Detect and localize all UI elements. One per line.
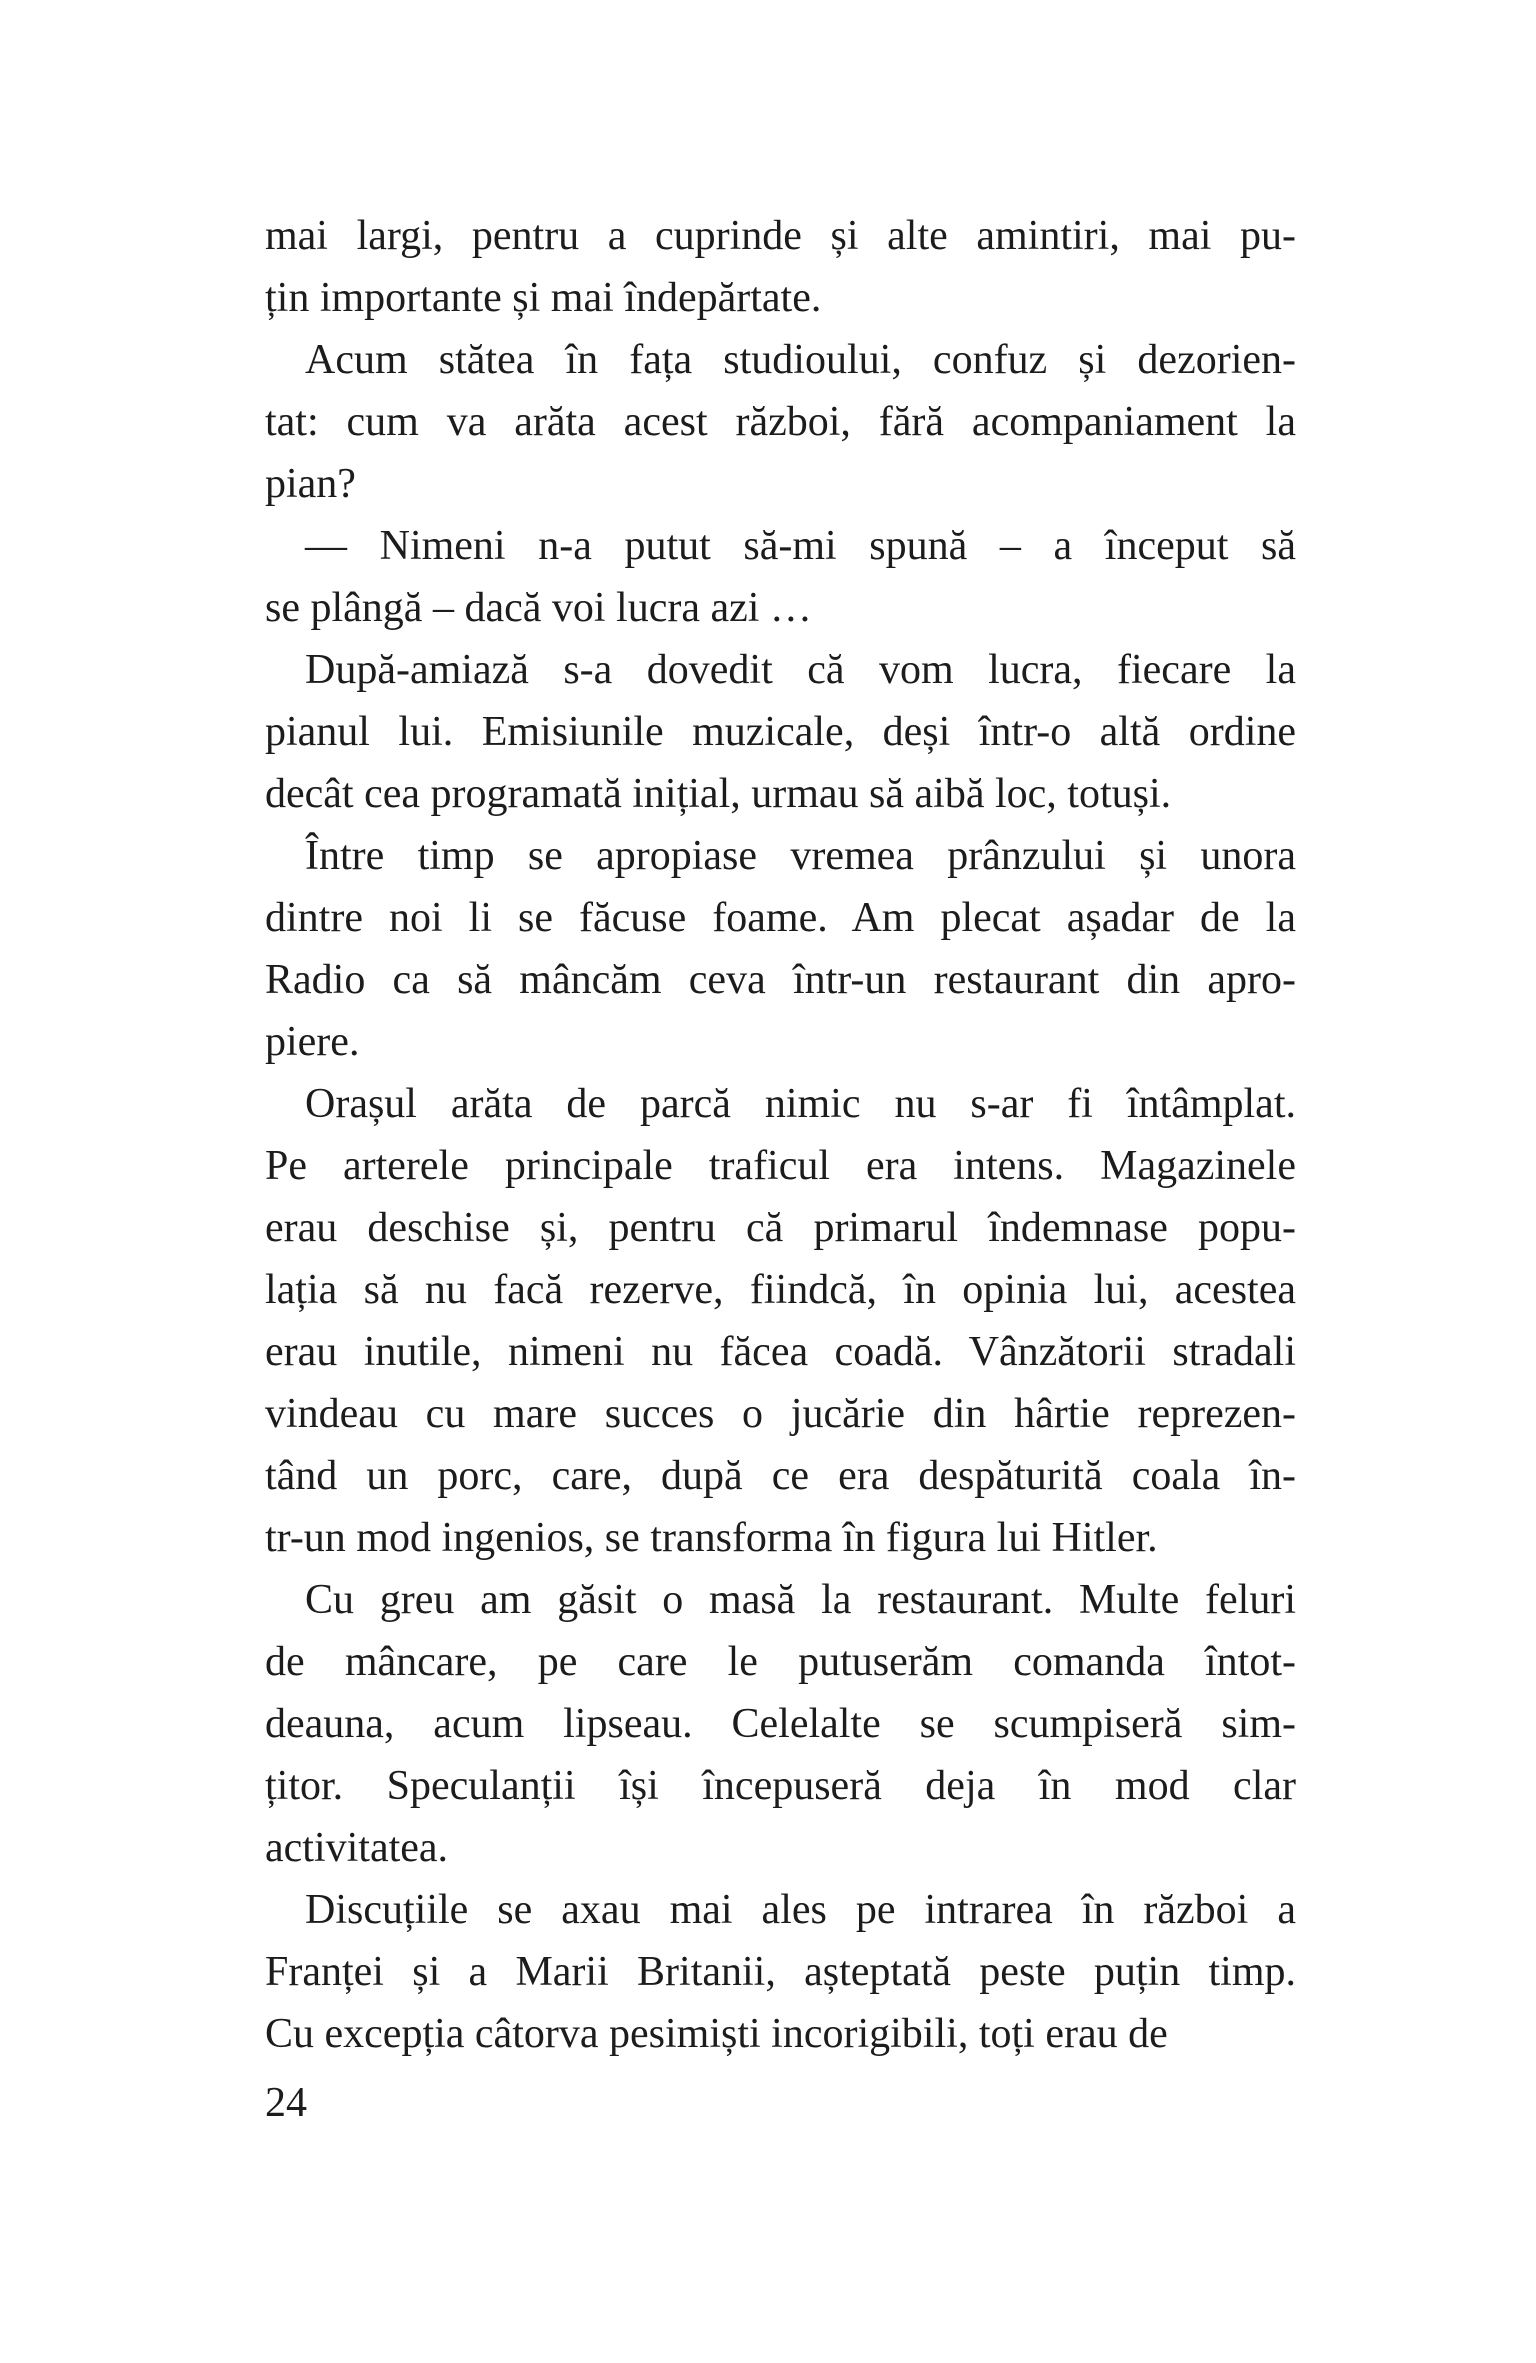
text-line: țitor. Speculanții își începuseră deja în mod clar	[265, 1763, 1296, 1809]
text-line: pianul lui. Emisiunile muzicale, deși într-o altă ordine	[265, 709, 1296, 755]
text-line: — Nimeni n-a putut să-mi spună – a început să	[305, 523, 1296, 569]
text-line: decât cea programată inițial, urmau să aibă loc, totuși.	[265, 771, 1172, 817]
text-line: activitatea.	[265, 1825, 449, 1871]
page-number: 24	[265, 2080, 307, 2126]
text-line: tat: cum va arăta acest război, fără acompaniament la	[265, 399, 1296, 445]
text-line: După-amiază s-a dovedit că vom lucra, fiecare la	[305, 647, 1296, 693]
text-line: Acum stătea în fața studioului, confuz și dezorien-	[305, 337, 1296, 383]
text-line: piere.	[265, 1019, 360, 1065]
text-line: tr-un mod ingenios, se transforma în figura lui Hitler.	[265, 1515, 1158, 1561]
text-line: erau deschise și, pentru că primarul îndemnase popu-	[265, 1205, 1296, 1251]
text-line: dintre noi li se făcuse foame. Am plecat așadar de la	[265, 895, 1296, 941]
text-line: lația să nu facă rezerve, fiindcă, în opinia lui, acestea	[265, 1267, 1296, 1313]
text-line: Cu excepția câtorva pesimiști incorigibili, toți erau de	[265, 2011, 1168, 2057]
text-line: erau inutile, nimeni nu făcea coadă. Vânzătorii stradali	[265, 1329, 1296, 1375]
text-line: pian?	[265, 461, 356, 507]
text-line: Discuțiile se axau mai ales pe intrarea în război a	[305, 1887, 1296, 1933]
text-line: se plângă – dacă voi lucra azi …	[265, 585, 812, 631]
text-line: vindeau cu mare succes o jucărie din hârtie reprezen-	[265, 1391, 1296, 1437]
text-line: Cu greu am găsit o masă la restaurant. Multe feluri	[305, 1577, 1296, 1623]
page-text	[265, 205, 1296, 2065]
text-line: deauna, acum lipseau. Celelalte se scumpiseră sim-	[265, 1701, 1296, 1747]
text-line: mai largi, pentru a cuprinde și alte amintiri, mai pu-	[265, 213, 1296, 259]
text-line: Radio ca să mâncăm ceva într-un restaurant din apro-	[265, 957, 1296, 1003]
text-line: Pe arterele principale traficul era intens. Magazinele	[265, 1143, 1296, 1189]
text-line: Orașul arăta de parcă nimic nu s-ar fi întâmplat.	[305, 1081, 1296, 1127]
text-line: Între timp se apropiase vremea prânzului și unora	[305, 833, 1296, 879]
text-line: Franței și a Marii Britanii, așteptată peste puțin timp.	[265, 1949, 1296, 1995]
text-line: de mâncare, pe care le putuserăm comanda întot-	[265, 1639, 1296, 1685]
text-line: țin importante și mai îndepărtate.	[265, 275, 822, 321]
text-line: tând un porc, care, după ce era despăturită coala în-	[265, 1453, 1296, 1499]
